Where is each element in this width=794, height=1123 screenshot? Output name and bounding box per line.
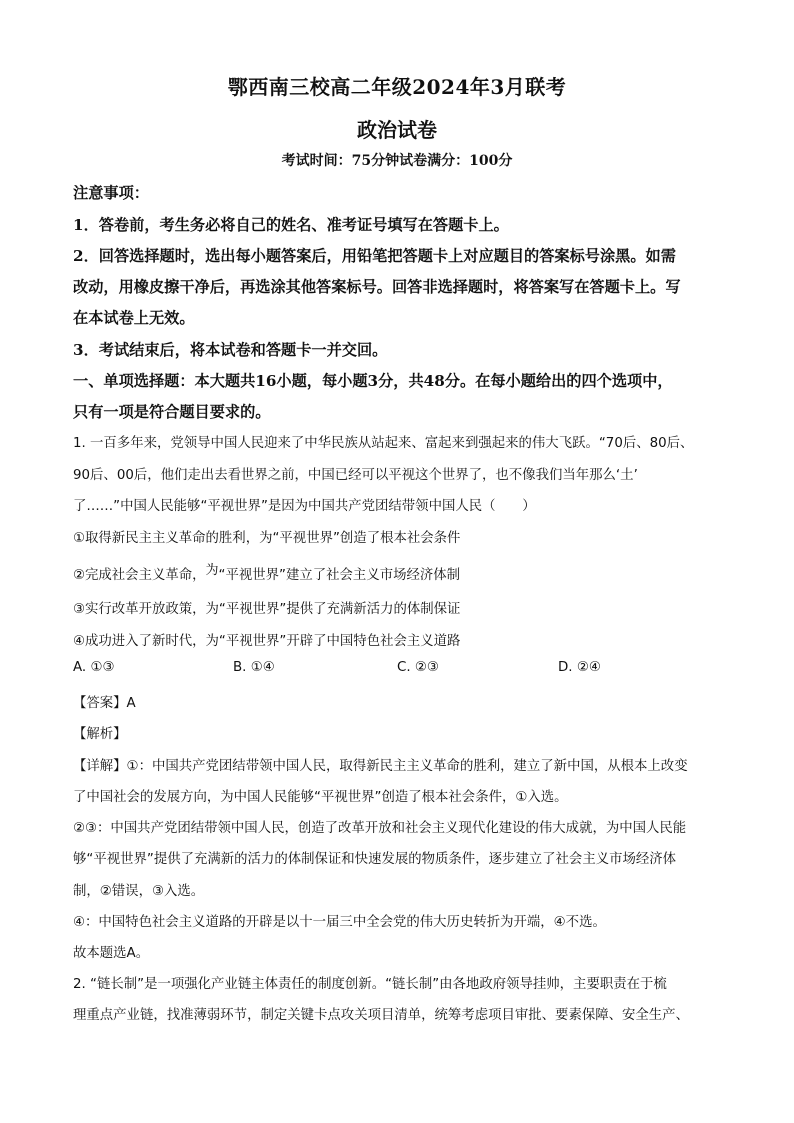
q1-detail-line-1: 【详解】①：中国共产党团结带领中国人民，取得新民主主义革命的胜利，建立了新中国，从根本上改变 [73,759,688,774]
q2-stem-line-2: 理重点产业链，找准薄弱环节，制定关键卡点攻关项目清单，统筹考虑项目审批、要素保障、安全生产、 [73,1008,689,1023]
notice-item-1: 1．答卷前，考生务必将自己的姓名、准考证号填写在答题卡上。 [73,216,509,234]
notice-heading: 注意事项： [73,184,149,202]
q1-statement-2-part-b: “平视世界”建立了社会主义市场经济体制 [218,568,461,583]
q1-analysis-label: 【解析】 [73,727,127,742]
q1-stem-line-1: 1. 一百多年来，党领导中国人民迎来了中华民族从站起来、富起来到强起来的伟大飞跃。“70后、80后、 [73,436,694,451]
exam-title: 鄂西南三校高二年级2024年3月联考 [227,75,567,99]
section-heading-line-1: 一、单项选择题：本大题共16小题，每小题3分，共48分。在每小题给出的四个选项中， [73,372,673,390]
q1-options [73,660,733,680]
section-heading-line-2: 只有一项是符合题目要求的。 [73,403,271,421]
notice-item-2-line-2: 改动，用橡皮擦干净后，再选涂其他答案标号。回答非选择题时，将答案写在答题卡上。写 [73,278,681,296]
notice-item-3: 3．考试结束后，将本试卷和答题卡一并交回。 [73,341,388,359]
notice-item-2-line-3: 在本试卷上无效。 [73,309,195,327]
q1-detail-line-4: 够“平视世界”提供了充满新的活力的体制保证和快速发展的物质条件，逐步建立了社会主义市场经济体 [73,852,677,867]
q1-statement-2 [73,564,722,583]
q2-stem-line-1: 2. “链长制”是一项强化产业链主体责任的制度创新。“链长制”由各地政府领导挂帅，主要职责在于梳 [73,977,667,992]
q1-detail-line-2: 了中国社会的发展方向，为中国人民能够“平视世界”创造了根本社会条件，①入选。 [73,790,568,805]
q1-statement-2-part-a: ②完成社会主义革命， [73,568,206,583]
q1-option-a: A. ①③ [73,660,115,675]
q1-statement-2-raised: 为 [205,563,219,578]
q1-conclusion: 故本题选A。 [73,946,150,961]
q1-statement-4: ④成功进入了新时代，为“平视世界”开辟了中国特色社会主义道路 [73,634,461,649]
exam-info: 考试时间：75分钟试卷满分：100分 [281,153,513,169]
q1-detail-line-6: ④：中国特色社会主义道路的开辟是以十一届三中全会党的伟大历史转折为开端，④不选。 [73,915,606,930]
q1-option-b: B. ①④ [233,660,275,675]
q1-stem-line-3: 了……”中国人民能够“平视世界”是因为中国共产党团结带领中国人民（ ） [73,499,536,514]
q1-statement-1: ①取得新民主主义革命的胜利，为“平视世界”创造了根本社会条件 [73,531,461,546]
q1-detail-line-3: ②③：中国共产党团结带领中国人民，创造了改革开放和社会主义现代化建设的伟大成就，为中国人民能 [73,821,687,836]
notice-item-2-line-1: 2．回答选择题时，选出每小题答案后，用铅笔把答题卡上对应题目的答案标号涂黑。如需 [73,247,676,265]
q1-statement-3: ③实行改革开放政策，为“平视世界”提供了充满新活力的体制保证 [73,602,461,617]
subject-title: 政治试卷 [357,118,437,142]
q1-stem-line-2: 90后、00后，他们走出去看世界之前，中国已经可以平视这个世界了，也不像我们当年那么‘土’ [73,468,638,483]
q1-detail-line-5: 制，②错误，③入选。 [73,884,205,899]
q1-answer: 【答案】A [73,696,136,711]
q1-option-d: D. ②④ [558,660,601,675]
q1-option-c: C. ②③ [397,660,439,675]
